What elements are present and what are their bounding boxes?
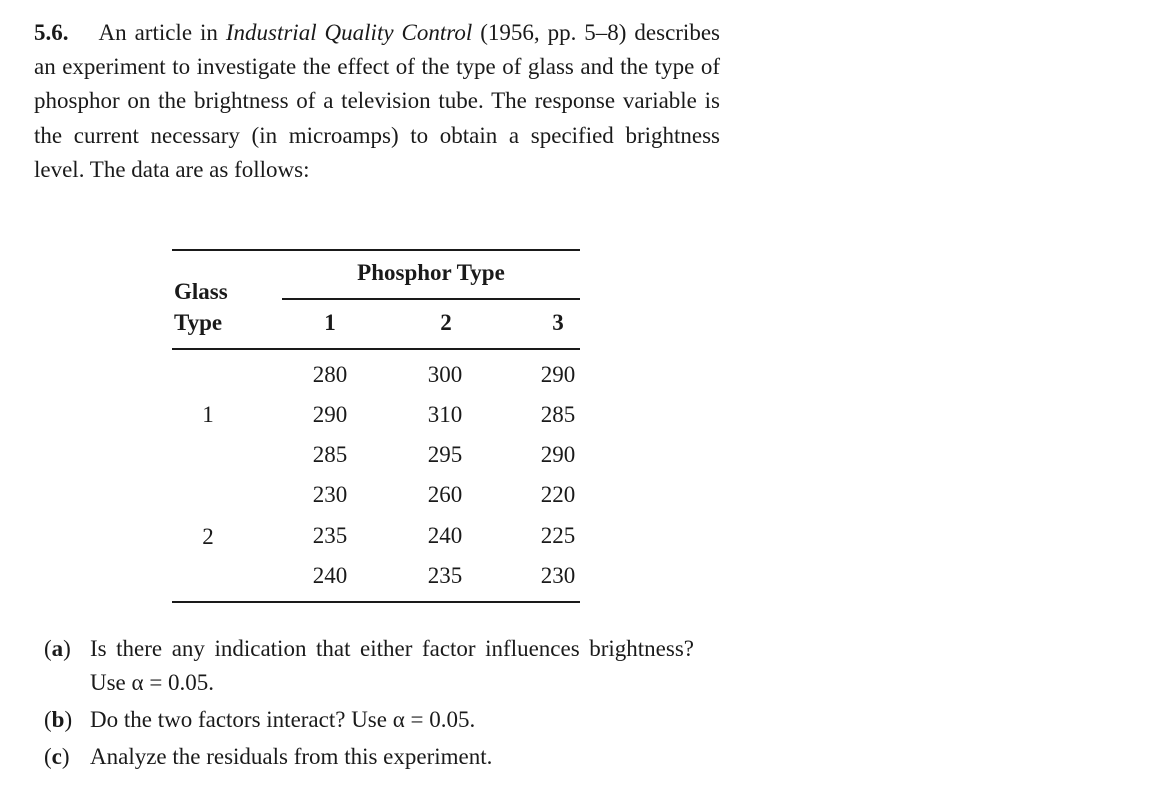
table-top-rule [172, 249, 580, 251]
column-group-rule [282, 298, 580, 300]
column-header-2: 2 [440, 310, 452, 335]
problem-number: 5.6. [34, 20, 69, 45]
row-header-line1: Glass [174, 279, 228, 304]
table-cell: 285 [312, 442, 348, 467]
table-cell: 295 [427, 442, 463, 467]
table-cell: 240 [427, 523, 463, 548]
table-cell: 310 [427, 402, 463, 427]
table-cell: 240 [312, 563, 348, 588]
question-list [44, 632, 694, 777]
question-c [44, 740, 694, 774]
table-cell: 300 [427, 362, 463, 387]
table-cell: 260 [427, 482, 463, 507]
table-cell: 235 [427, 563, 463, 588]
question-b [44, 703, 694, 737]
table-cell: 230 [540, 563, 576, 588]
column-group-header: Phosphor Type [357, 260, 505, 285]
table-cell: 230 [312, 482, 348, 507]
table-cell: 235 [312, 523, 348, 548]
question-text: Analyze the residuals from this experiment. [90, 744, 493, 769]
header-bottom-rule [172, 348, 580, 350]
table-cell: 280 [312, 362, 348, 387]
table-cell: 290 [540, 362, 576, 387]
problem-text-before: An article in [98, 20, 226, 45]
question-text: Is there any indication that either factor influences brightness? Use α = 0.05. [90, 636, 694, 695]
question-label: (c) [44, 744, 70, 769]
table-cell: 290 [540, 442, 576, 467]
journal-title: Industrial Quality Control [225, 20, 473, 45]
column-header-3: 3 [552, 310, 564, 335]
question-label: (b) [44, 707, 73, 732]
question-text: Do the two factors interact? Use α = 0.05. [90, 707, 476, 732]
table-cell: 220 [540, 482, 576, 507]
glass-type-label: 1 [202, 402, 214, 427]
problem-text-after: (1956, pp. 5–8) describes an experiment to investigate the effect of the type of glass and the type of phosphor on the brightness of a television tube. The response variable is the current necessary (in microamps) to obtain a specified brightness level. The data are as follows: [34, 20, 720, 182]
row-header-line2: Type [174, 310, 223, 335]
problem-statement [34, 16, 720, 187]
question-label: (a) [44, 636, 71, 661]
table-cell: 285 [540, 402, 576, 427]
column-header-1: 1 [324, 310, 336, 335]
question-a [44, 632, 694, 700]
table-cell: 290 [312, 402, 348, 427]
table-bottom-rule [172, 601, 580, 603]
glass-type-label: 2 [202, 524, 214, 549]
table-cell: 225 [540, 523, 576, 548]
